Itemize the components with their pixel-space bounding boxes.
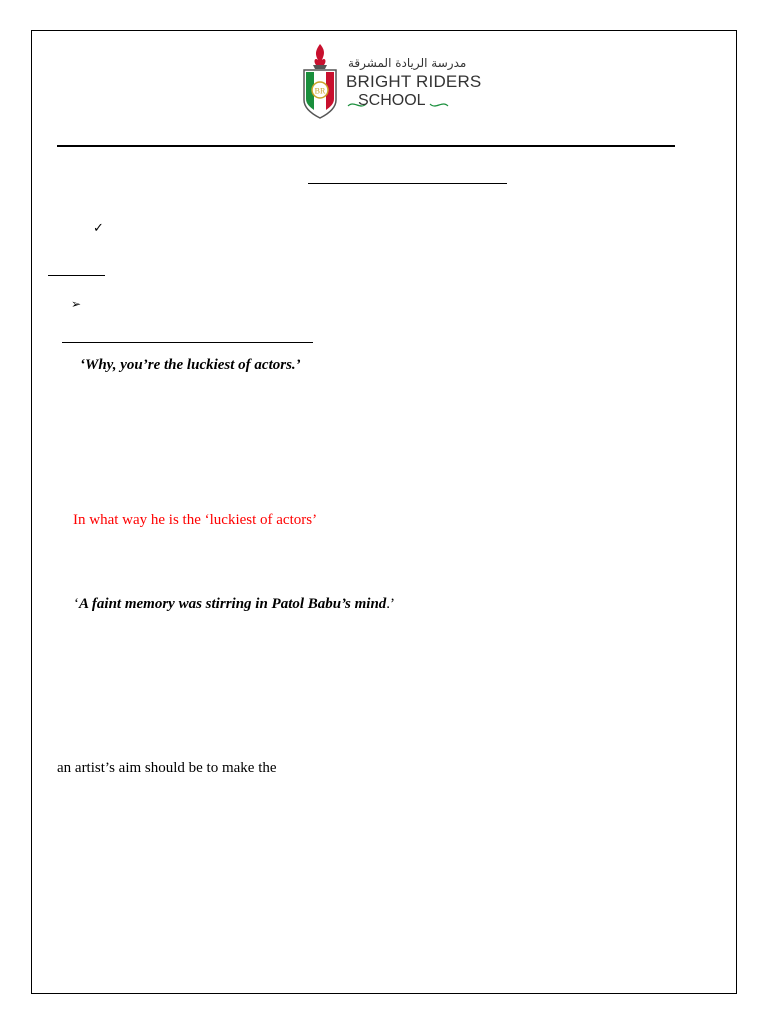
question-2-quote-text: A faint memory was stirring in Patol Babu’s mind	[79, 596, 387, 612]
checkmark-icon: ✓	[93, 221, 104, 236]
question-1-prompt: In what way he is the ‘luckiest of actors’	[73, 512, 318, 528]
section-underline	[48, 275, 105, 276]
school-crest-icon	[300, 42, 340, 120]
arrow-bullet-icon: ➢	[71, 297, 82, 311]
blank-heading-underline	[62, 342, 313, 343]
school-name: BRIGHT RIDERS	[346, 72, 482, 91]
school-logo	[300, 42, 482, 122]
title-underline	[308, 183, 507, 184]
question-3-text: an artist’s aim should be to make the	[57, 760, 277, 776]
school-word: SCHOOL	[358, 92, 426, 109]
crest-initials: BR	[314, 86, 326, 96]
question-1-quote: ‘Why, you’re the luckiest of actors.’	[80, 357, 301, 373]
school-name-arabic: مدرسة الريادة المشرقة	[348, 56, 467, 70]
question-2-quote	[74, 596, 395, 613]
question-2-close-quote: .’	[386, 596, 396, 612]
question-2-open-quote: ‘	[74, 596, 79, 612]
header-divider	[57, 145, 675, 147]
